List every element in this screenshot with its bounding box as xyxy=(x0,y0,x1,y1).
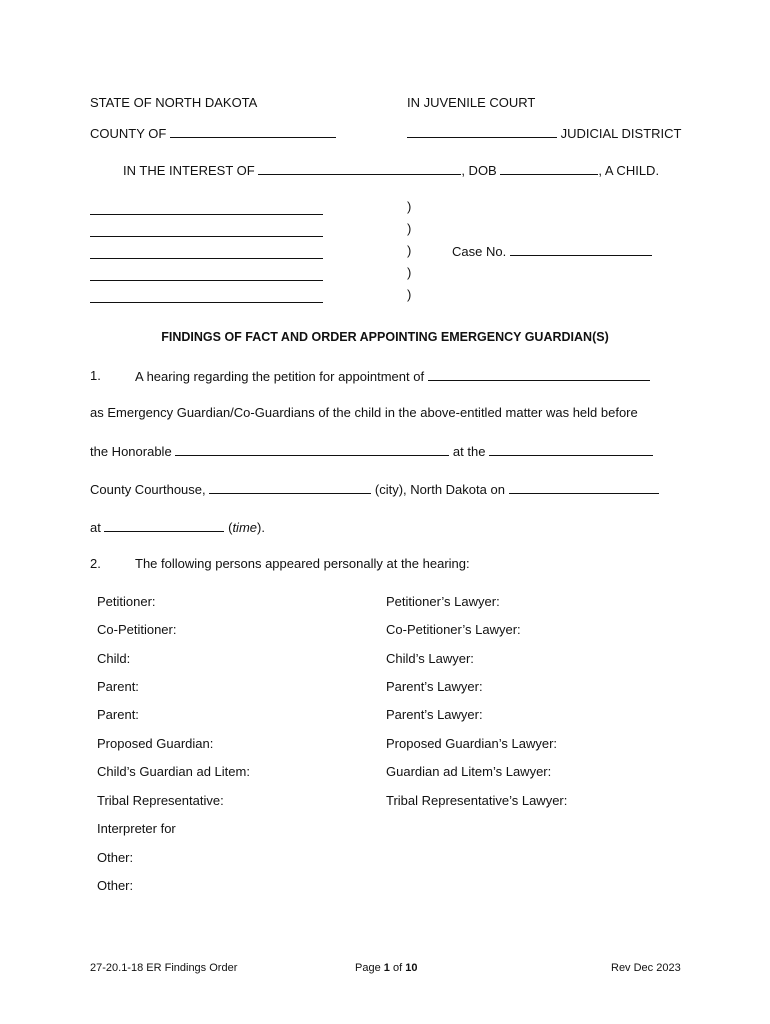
case-no-label: Case No. xyxy=(452,244,507,259)
caption-line-1[interactable] xyxy=(90,214,323,215)
attendee-proposed-guardian: Proposed Guardian: xyxy=(97,736,214,751)
attendee-parent-1: Parent: xyxy=(97,679,139,694)
caption-paren: ) xyxy=(407,265,412,280)
city-blank[interactable] xyxy=(209,481,371,494)
lawyer-parent-2: Parent’s Lawyer: xyxy=(386,707,483,722)
lawyer-guardian-ad-litem: Guardian ad Litem’s Lawyer: xyxy=(386,764,552,779)
attendee-petitioner: Petitioner: xyxy=(97,594,156,609)
para1-line4 xyxy=(90,481,659,497)
caption-line-3[interactable] xyxy=(90,258,323,259)
district-blank[interactable] xyxy=(407,125,557,138)
caption-line-2[interactable] xyxy=(90,236,323,237)
courthouse-label: County Courthouse, xyxy=(90,482,206,497)
lawyer-co-petitioner: Co-Petitioner’s Lawyer: xyxy=(386,622,521,637)
para2-number: 2. xyxy=(90,556,101,571)
para1-number: 1. xyxy=(90,368,101,383)
time-close-paren: ). xyxy=(257,520,265,535)
case-no-blank[interactable] xyxy=(510,243,652,256)
para1-line5 xyxy=(90,519,265,535)
time-label: time xyxy=(232,520,257,535)
attendee-interpreter: Interpreter for xyxy=(97,821,176,836)
attendee-guardian-ad-litem: Child’s Guardian ad Litem: xyxy=(97,764,250,779)
child-suffix: , A CHILD. xyxy=(598,163,660,178)
lawyer-child: Child’s Lawyer: xyxy=(386,651,474,666)
state-label: STATE OF NORTH DAKOTA xyxy=(90,95,258,110)
city-nd-label: (city), North Dakota on xyxy=(374,482,505,497)
at-label: at xyxy=(90,520,101,535)
caption-line-4[interactable] xyxy=(90,280,323,281)
caption-paren: ) xyxy=(407,199,412,214)
page-label: Page xyxy=(355,962,381,974)
attendee-other-2: Other: xyxy=(97,878,134,893)
hearing-time-blank[interactable] xyxy=(104,519,224,532)
attendee-other-1: Other: xyxy=(97,850,134,865)
para1-line1-text: A hearing regarding the petition for appointment of xyxy=(135,369,425,384)
district-label: JUDICIAL DISTRICT xyxy=(560,126,682,141)
attendee-parent-2: Parent: xyxy=(97,707,139,722)
page-current: 1 xyxy=(383,962,390,974)
at-the-label: at the xyxy=(452,444,486,459)
page-of: of xyxy=(392,962,403,974)
caption-paren: ) xyxy=(407,221,412,236)
attendee-tribal-rep: Tribal Representative: xyxy=(97,793,224,808)
time-open-paren: ( xyxy=(228,520,233,535)
document-title: FINDINGS OF FACT AND ORDER APPOINTING EMERGENCY GUARDIAN(S) xyxy=(161,330,609,344)
para2-text: The following persons appeared personally at the hearing: xyxy=(135,556,470,571)
county-row xyxy=(90,125,336,141)
district-row xyxy=(407,125,681,141)
hearing-date-blank[interactable] xyxy=(509,481,659,494)
lawyer-petitioner: Petitioner’s Lawyer: xyxy=(386,594,500,609)
ward-name-blank[interactable] xyxy=(428,368,650,381)
lawyer-proposed-guardian: Proposed Guardian’s Lawyer: xyxy=(386,736,558,751)
para1-line3 xyxy=(90,443,653,459)
para1-line2: as Emergency Guardian/Co-Guardians of the child in the above-entitled matter was held before xyxy=(90,405,638,420)
dob-blank[interactable] xyxy=(500,162,598,175)
courthouse-county-blank[interactable] xyxy=(489,443,653,456)
honorable-label: the Honorable xyxy=(90,444,172,459)
county-label: COUNTY OF xyxy=(90,126,167,141)
revision-label: Rev Dec 2023 xyxy=(611,962,681,974)
caption-line-5[interactable] xyxy=(90,302,323,303)
interest-row xyxy=(123,162,659,178)
page-total: 10 xyxy=(405,962,418,974)
attendee-child: Child: xyxy=(97,651,131,666)
page-indicator xyxy=(355,962,417,974)
interest-label: IN THE INTEREST OF xyxy=(123,163,255,178)
county-blank[interactable] xyxy=(170,125,336,138)
caption-paren: ) xyxy=(407,287,412,302)
court-label: IN JUVENILE COURT xyxy=(407,95,536,110)
case-no-row xyxy=(452,243,652,259)
para1-line1 xyxy=(135,368,650,384)
lawyer-tribal-rep: Tribal Representative’s Lawyer: xyxy=(386,793,568,808)
attendee-co-petitioner: Co-Petitioner: xyxy=(97,622,177,637)
dob-label: , DOB xyxy=(461,163,497,178)
form-id: 27-20.1-18 ER Findings Order xyxy=(90,962,238,974)
caption-paren: ) xyxy=(407,243,412,258)
judge-name-blank[interactable] xyxy=(175,443,449,456)
child-name-blank[interactable] xyxy=(258,162,461,175)
lawyer-parent-1: Parent’s Lawyer: xyxy=(386,679,483,694)
